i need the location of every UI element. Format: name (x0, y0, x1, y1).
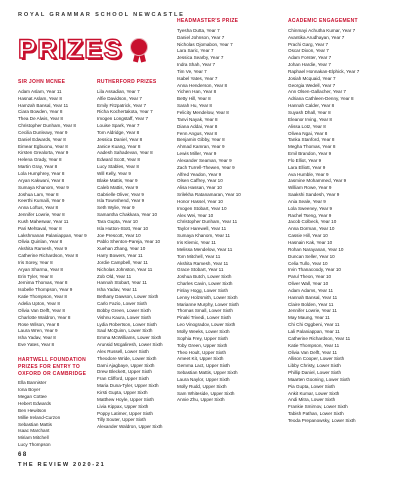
list-item: Theo Hoult, Upper Sixth (177, 349, 227, 355)
list-item: Tanka Stanford, Year 8 (288, 137, 335, 143)
list-item: Aryan Kakwani, Year 8 (18, 177, 65, 183)
list-item: Phillip Daniel, Lower Sixth (288, 370, 342, 376)
list-item: Johan Hardie, Year 7 (288, 62, 331, 68)
list-item: Anna Dorman, Year 10 (288, 226, 335, 232)
list-item: Ella Bannister (18, 380, 47, 386)
list-item: Charles Cavin, Lower Sixth (177, 281, 233, 287)
list-item: Megan Cottee (18, 394, 47, 400)
list-item: Anna Henderson, Year 8 (177, 82, 228, 88)
list-item: Anna Loftus, Year 8 (18, 205, 59, 211)
list-item: Laura Wren, Year 9 (18, 328, 58, 334)
list-item: Will Kelly, Year 9 (97, 170, 131, 176)
list-item: Isaac Marchant (18, 428, 50, 434)
list-item: Rohan Narayanan, Year 10 (288, 246, 344, 252)
list-item: Alfred Yeadon, Year 9 (177, 171, 222, 177)
page-title: PRIZES (18, 33, 123, 64)
list-item: Srilekha Ratanamaran, Year 10 (177, 192, 241, 198)
name-list-sir-john-mcnee (18, 89, 88, 349)
list-item: Teoda Prepanowsky, Lower Sixth (288, 417, 356, 423)
list-item: Oliver Wall, Year 10 (288, 281, 329, 287)
list-item: Ahmad Kamran, Year 9 (177, 144, 225, 150)
list-item: Caleb Mattis, Year 9 (97, 184, 139, 190)
list-item: Hasnain Kak, Year 10 (288, 240, 333, 245)
list-item: Marianne Murphy, Lower Sixth (177, 301, 239, 307)
section-heading-hartwell: HARTWELL FOUNDATION PRIZES FOR ENTRY TO OXFORD OR CAMBRIDGE (18, 356, 87, 377)
list-item: Vishnu Kaura, Lower Sixth (97, 314, 152, 320)
list-item: Sebastian Mattis, Upper Sixth (177, 370, 238, 376)
publication-name: THE REVIEW 2020-21 (18, 462, 106, 468)
list-item: Pia Gupta, Lower Sixth (288, 383, 335, 389)
list-item: Alex Russell, Lower Sixth (97, 348, 149, 354)
list-item: Adriana Cathleen-Denny, Year 8 (288, 96, 354, 102)
list-item: Chinmayi Achutha Kumar, Year 7 (288, 27, 356, 33)
list-item: Alissa Lotz, Year 8 (288, 123, 326, 129)
list-item: Hannah Bansal, Year 11 (288, 294, 338, 300)
list-item: Tom Mitchell, Year 11 (177, 253, 221, 259)
list-item: Martin Gray, Year 8 (18, 164, 58, 170)
list-item: Yichen Han, Year 8 (177, 89, 217, 95)
list-item: Lewis Miller, Year 9 (177, 151, 217, 157)
list-item: Bobby Green, Lower Sixth (97, 307, 151, 313)
list-item: Jennifer Lowrie, Year 11 (288, 308, 337, 314)
list-item: Duncan Seller, Year 10 (288, 253, 335, 259)
list-item: Annie Zhu, Upper Sixth (177, 397, 225, 403)
list-item: Tanvi Nayak, Year 8 (177, 116, 218, 122)
list-item: Ciara Bowden, Year 8 (18, 109, 63, 115)
column-4 (288, 18, 386, 425)
list-item: Jennifer Lowrie, Year 8 (18, 212, 65, 218)
list-item: Tyesha Dutta, Year 7 (177, 27, 220, 33)
list-item: Hannah Stobart, Year 11 (97, 280, 147, 286)
list-item: Samantha Chakkara, Year 10 (97, 212, 158, 218)
list-item: Alexander Seaman, Year 9 (177, 157, 232, 163)
list-item: Celia Tullo, Year 10 (288, 260, 328, 266)
list-item: Emma McWilliams, Lower Sixth (97, 335, 162, 341)
list-item: Poppy Latimer, Upper Sixth (97, 410, 153, 416)
list-item: Suyash Dhall, Year 8 (288, 109, 331, 115)
list-item: Toby Green, Upper Sixth (177, 342, 228, 348)
list-item: Keerthi Kumaili, Year 9 (18, 198, 65, 204)
list-item: Iona Boyer (18, 387, 41, 393)
list-item: Ben Hewitson (18, 407, 47, 413)
list-item: Taylor Harewell, Year 11 (177, 226, 227, 232)
list-item: Livia Kippax, Upper Sixth (97, 403, 149, 409)
list-item: Fenn Angus, Year 8 (177, 130, 218, 136)
list-item: Honor Hassel, Year 10 (177, 198, 223, 204)
list-item: Miriam Mitchell (18, 435, 49, 441)
list-item: Imogen Stobart, Year 10 (177, 205, 227, 211)
list-item: Grace Stobart, Year 11 (177, 267, 224, 273)
list-item: May Maung, Year 11 (288, 315, 330, 321)
list-item: Eleanor Irving, Year 8 (288, 116, 332, 122)
list-item: Richa Kochertakota, Year 7 (97, 109, 153, 115)
list-item: Harry Bowers, Year 11 (97, 253, 143, 259)
list-item: Lara Saric, Year 7 (177, 48, 214, 54)
list-item: Zob Old, Year 11 (97, 273, 132, 279)
list-item: Akshita Ramesh, Year 11 (177, 260, 229, 266)
list-item: Isha Yadav, Year 11 (97, 287, 138, 293)
list-item: Jordie Campbell, Year 11 (97, 259, 148, 265)
list-item: Matthew Hoyle, Upper Sixth (97, 396, 154, 402)
list-item: Finlay Hogg, Lower Sixth (177, 287, 229, 293)
list-item: Hannah Calder, Year 8 (288, 103, 335, 109)
column-3 (177, 18, 275, 404)
list-item: Tara Gupta, Year 10 (97, 218, 138, 224)
list-item: Avantika Arudhayan, Year 7 (288, 34, 345, 40)
list-item: Jessica Searby, Year 7 (177, 55, 224, 61)
list-item: Lucy Stables, Year 8 (97, 164, 139, 170)
list-item: Jasmine Mohammed, Year 9 (288, 178, 347, 184)
list-item: Leo Vinogradov, Lower Sixth (177, 322, 236, 328)
list-item: Gabrielle Oliver, Year 9 (97, 191, 144, 197)
list-item: Indra Shah, Year 7 (177, 62, 216, 68)
list-item: Pari Mehtaval, Year 8 (18, 225, 62, 231)
list-item: Katie Thompson, Year 11 (288, 342, 340, 348)
list-item: Edward Scott, Year 8 (97, 157, 140, 163)
list-item: Rose Wilson, Year 8 (18, 321, 60, 327)
list-item: Cassie Hill, Year 10 (288, 233, 328, 239)
list-item: Pablo Shenton-Pareja, Year 10 (97, 239, 161, 245)
list-item: Aadesh Sahadevan, Year 8 (97, 150, 153, 156)
column-1 (18, 79, 88, 449)
list-item: Kirsti Gupta, Upper Sixth (97, 389, 148, 395)
masthead: ROYAL GRAMMAR SCHOOL NEWCASTLE (18, 12, 185, 18)
list-item: Josiah Mcquaid, Year 7 (288, 75, 336, 81)
list-item: Lakshmanan Palaniappan, Year 9 (18, 232, 87, 238)
list-item: Adelia Upton, Year 8 (18, 301, 60, 306)
list-item: Tim Ve, Year 7 (177, 68, 207, 74)
list-item: Lydia Robertson, Lower Sixth (97, 321, 157, 327)
list-item: Catherine Richardson, Year 8 (18, 253, 79, 259)
list-item: Saul McQuinn, Lower Sixth (97, 328, 153, 334)
list-item: Erin Tyler, Year 8 (18, 273, 53, 279)
page-number: 68 (18, 452, 28, 458)
list-item: Theodore Wride, Lower Sixth (97, 355, 157, 361)
list-item: Daniel Edwards, Year 8 (18, 136, 66, 142)
section-heading-sir-john-mcnee: SIR JOHN MCNEE (18, 79, 66, 85)
section-heading-academic: ACADEMIC ENGAGEMENT (288, 18, 358, 24)
list-item: Isla Hutton-Stott, Year 10 (97, 225, 149, 231)
list-item: Maarten Gooning, Lower Sixth (288, 376, 351, 382)
list-item: Megha Thomas, Year 8 (288, 144, 336, 150)
list-item: Diana Addai, Year 8 (177, 123, 218, 129)
list-item: Pinaki Trivedi, Lower Sixth (177, 315, 231, 321)
list-item: Emily Fitzpatrick, Year 7 (97, 102, 147, 108)
list-item: Adam Forster, Year 7 (288, 55, 332, 61)
list-item: Bethany Dawson, Lower Sixth (97, 294, 159, 300)
list-item: Charlotte Waldron, Year 8 (18, 314, 71, 320)
list-item: Thea De Alwis, Year 8 (18, 116, 63, 122)
list-item: Millie Ireland-Curzon (18, 414, 61, 420)
list-item: Irvin Thanacoody, Year 10 (288, 267, 341, 273)
list-item: Tilly Souter, Upper Sixth (97, 417, 147, 423)
list-item: Drew Bleckett, Upper Sixth (97, 369, 152, 375)
list-item: Alfie Davidson, Year 7 (97, 95, 142, 101)
list-item: Adam Aslam, Year 11 (18, 88, 62, 94)
list-item: Carlo Fazio, Lower Sixth (97, 301, 148, 306)
name-list-academic (288, 28, 386, 425)
prizes-title-block (18, 34, 152, 64)
list-item: Ava Humble, Year 9 (288, 171, 329, 177)
list-item: Hamzah Bansal, Year 11 (18, 102, 69, 108)
list-item: Hasnat Aslam, Year 8 (18, 95, 62, 101)
list-item: Joe Prescott, Year 10 (97, 232, 141, 238)
list-item: Frankie Smirnov, Lower Sixth (288, 404, 348, 410)
list-item: Prachi Garg, Year 7 (288, 41, 329, 47)
name-list-headmaster (177, 28, 275, 404)
list-item: Catherine Richardson, Year 11 (288, 335, 351, 341)
list-item: Cecilia Dunleavy, Year 9 (18, 129, 68, 135)
list-item: Allison Cooper, Lower Sixth (288, 356, 345, 362)
list-item: Sophia Frey, Upper Sixth (177, 335, 228, 341)
list-item: Olivia Van Delft, Year 8 (18, 307, 65, 313)
list-item: Olivea Ngai, Year 8 (288, 130, 328, 136)
list-item: Adam Adams, Year 11 (288, 287, 334, 293)
list-item: Dami Ajagbaye, Upper Sixth (97, 362, 155, 368)
list-item: Claire Bolden, Year 11 (288, 301, 334, 307)
list-item: Isla Townshend, Year 9 (97, 198, 145, 204)
list-item: Emil Brandon, Year 9 (288, 151, 332, 157)
list-item: Imogen Longstaff, Year 7 (97, 116, 148, 122)
list-item: Tom Aldridge, Year 8 (97, 129, 140, 135)
list-item: Parul Theon, Year 10 (288, 274, 332, 280)
list-item: Isobelle Thompson, Year 9 (18, 287, 73, 293)
list-item: Louise Spark, Year 7 (97, 123, 140, 129)
list-item: Iris Sorey, Year 8 (18, 259, 53, 265)
list-item: Alexander Waldron, Upper Sixth (97, 424, 163, 430)
list-item: Lila Assadian, Year 7 (97, 88, 140, 94)
list-item: Helena Grady, Year 8 (18, 157, 62, 163)
list-item: Saakshi Sandesh, Year 9 (288, 192, 340, 198)
list-item: Ania Seale, Year 9 (288, 198, 326, 204)
list-item: Raphael Honnakan-Elphick, Year 7 (288, 68, 360, 74)
list-item: Benjamin Gibby, Year 8 (177, 137, 225, 143)
list-item: Daniel Johnson, Year 7 (177, 34, 225, 40)
list-item: Lali Palaniappan, Year 11 (288, 328, 340, 334)
list-item: Olsen Caffrey, Year 10 (177, 178, 223, 184)
list-item: Seth Wylie, Year 9 (97, 205, 135, 211)
column-2 (97, 79, 175, 431)
list-item: Lola Humphrey, Year 8 (18, 170, 65, 176)
list-item: Joshua Lam, Year 8 (18, 191, 59, 197)
list-item: Alisa Hassan, Year 10 (177, 185, 222, 191)
list-item: Olivia Van Delft, Year 11 (288, 349, 338, 355)
list-item: Janice Kuang, Year 8 (97, 143, 141, 149)
list-item: Molly Rudd, Upper Sixth (177, 383, 227, 389)
list-item: Hebert Edwards (18, 400, 51, 406)
name-list-rutherford (97, 89, 175, 431)
list-item: Ankit Kumar, Lower Sixth (288, 390, 340, 396)
list-item: Arunsid Mcgaliresh, Lower Sixth (97, 342, 163, 348)
list-item: Molly Weeks, Lower Sixth (177, 328, 230, 334)
list-item: Isha Yadav, Year 8 (18, 335, 56, 341)
list-item: Georgia Wedell, Year 7 (288, 82, 336, 88)
list-item: Flo Elliot, Year 9 (288, 157, 322, 163)
list-item: Jacob Colbeck, Year 10 (288, 219, 337, 225)
list-item: Jemima Thomas, Year 8 (18, 280, 68, 286)
rosette-icon (128, 37, 152, 61)
list-item: Laura Naylor, Upper Sixth (177, 376, 230, 382)
list-item: Eimear Egbuonu, Year 8 (18, 143, 68, 149)
section-heading-rutherford: RUTHERFORD PRIZES (97, 79, 157, 85)
list-item: William Rowe, Year 9 (288, 185, 332, 191)
list-item: Akshita Ramesh, Year 9 (18, 246, 68, 252)
list-item: Zach Turrell-Thewen, Year 9 (177, 164, 235, 170)
list-item: Oscar Dixon, Year 7 (288, 48, 329, 54)
section-heading-headmaster: HEADMASTER'S PRIZE (177, 18, 239, 24)
list-item: Kush Maheswar, Year 11 (18, 218, 69, 224)
list-item: Sebastian Mattis (18, 421, 52, 427)
list-item: Kirsten Grealorta, Year 9 (18, 150, 69, 156)
list-item: Christopher Dunham, Year 11 (177, 219, 238, 225)
list-item: Andi Mitra, Lower Sixth (288, 397, 336, 403)
list-item: Olivia Quinlan, Year 8 (18, 239, 63, 245)
list-item: Jessica Daniel, Year 8 (97, 136, 143, 142)
list-item: Chi Chi Oggbeni, Year 11 (288, 322, 340, 328)
list-item: Thomas Small, Lower Sixth (177, 308, 233, 314)
list-item: Alex Wei, Year 10 (177, 212, 214, 218)
list-item: Lola Sweeney, Year 9 (288, 205, 333, 211)
list-item: Iris Klemic, Year 11 (177, 240, 216, 245)
list-item: Fran Clifford, Upper Sixth (97, 376, 149, 382)
list-item: Joshua Butch, Lower Sixth (177, 274, 232, 280)
list-item: Isabel Yates, Year 7 (177, 75, 218, 81)
list-item: Betty Hill, Year 8 (177, 96, 211, 102)
name-list-hartwell (18, 380, 88, 448)
list-item: Eve Yates, Year 8 (18, 342, 55, 348)
list-item: Rachel Tseng, Year 9 (288, 212, 332, 218)
list-item: Libby Christy, Lower Sixth (288, 363, 341, 369)
list-item: Aryan Sharma, Year 8 (18, 266, 63, 272)
list-item: Nicholas Ojomabon, Year 7 (177, 41, 233, 47)
list-item: Lenny Holzsmith, Lower Sixth (177, 294, 238, 300)
list-item: Ameet Kit, Upper Sixth (177, 356, 224, 362)
list-item: Ann Olsen-Gallacher, Year 7 (288, 89, 346, 95)
list-item: Lucy Thompson (18, 442, 51, 448)
list-item: Nicholas Johnston, Year 11 (97, 266, 153, 272)
list-item: Blake Mattis, Year 9 (97, 177, 138, 183)
list-item: Christopher Dunham, Year 8 (18, 123, 76, 129)
list-item: Sam Whiteside, Upper Sixth (177, 390, 235, 396)
list-item: Lara Elliott, Year 9 (288, 164, 326, 170)
list-item: Sumaya Khanom, Year 11 (177, 233, 231, 239)
list-item: Sumaya Khanom, Year 9 (18, 184, 69, 190)
list-item: Xuehan Zhang, Year 10 (97, 246, 146, 252)
list-item: Sarah Hu, Year 8 (177, 103, 212, 109)
list-item: Melissa Mendelow, Year 11 (177, 246, 233, 252)
list-item: Felicity Mendelow, Year 8 (177, 109, 229, 115)
list-item: Katie Thompson, Year 8 (18, 294, 67, 300)
list-item: Maria Duna-Tyler, Upper Sixth (97, 383, 159, 389)
list-item: Gemma Lact, Upper Sixth (177, 363, 230, 369)
list-item: Tabish Pathan, Lower Sixth (288, 411, 344, 417)
